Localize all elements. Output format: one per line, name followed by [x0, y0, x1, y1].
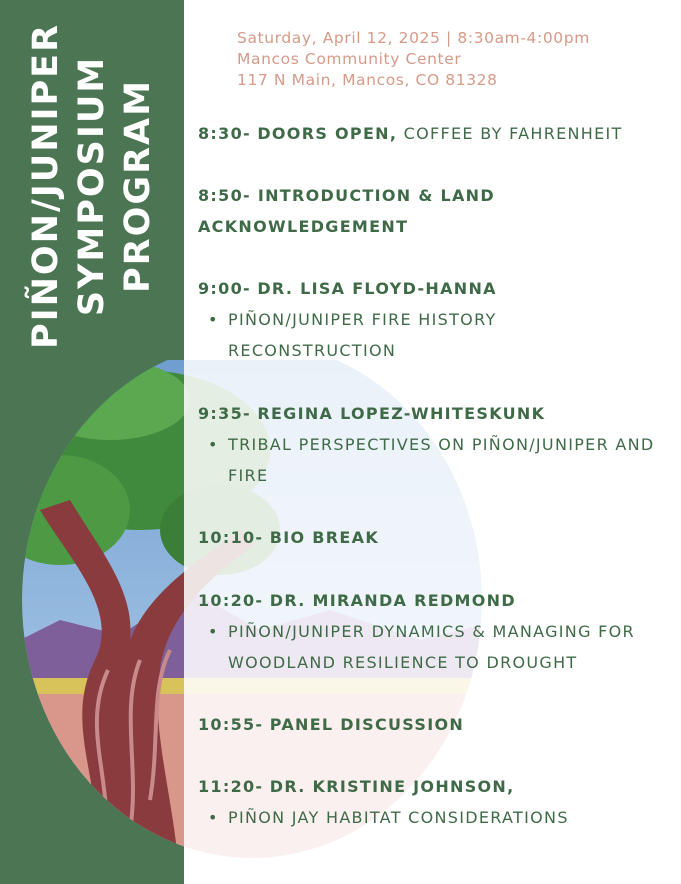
schedule-item-panel-discussion — [198, 709, 668, 740]
item-title: PANEL DISCUSSION — [269, 715, 465, 734]
item-title: DR. MIRANDA REDMOND — [269, 591, 516, 610]
item-time: 11:20- — [198, 777, 264, 796]
item-note: COFFEE BY FAHRENHEIT — [403, 124, 623, 143]
item-time: 8:50- — [198, 186, 251, 205]
bullet-dot: • — [208, 310, 219, 329]
event-venue: Mancos Community Center — [237, 50, 462, 68]
event-info — [237, 28, 590, 91]
item-time: 9:35- — [198, 404, 251, 423]
event-address: 117 N Main, Mancos, CO 81328 — [237, 71, 498, 89]
item-time: 10:55- — [198, 715, 264, 734]
item-title: REGINA LOPEZ-WHITESKUNK — [257, 404, 546, 423]
title-line-3: PROGRAM — [118, 79, 158, 293]
title-block — [0, 0, 184, 372]
schedule-item-johnson — [198, 771, 668, 833]
title-line-1: PIÑON/JUNIPER — [26, 22, 66, 350]
item-topic: PIÑON/JUNIPER FIRE HISTORY RECONSTRUCTION — [228, 310, 497, 360]
item-time: 8:30- — [198, 124, 251, 143]
item-time: 9:00- — [198, 279, 251, 298]
item-time: 10:20- — [198, 591, 264, 610]
item-topic: PIÑON/JUNIPER DYNAMICS & MANAGING FOR WOODLAND RESILIENCE TO DROUGHT — [228, 622, 635, 672]
schedule-item-lopez-whiteskunk — [198, 398, 668, 491]
item-topic: TRIBAL PERSPECTIVES ON PIÑON/JUNIPER AND FIRE — [228, 435, 655, 485]
schedule-item-introduction — [198, 180, 668, 242]
title-line-2: SYMPOSIUM — [72, 55, 112, 317]
item-title: BIO BREAK — [269, 528, 380, 547]
item-time: 10:10- — [198, 528, 264, 547]
bullet-dot: • — [208, 435, 219, 454]
schedule-item-floyd-hanna — [198, 273, 668, 366]
event-date: Saturday, April 12, 2025 | 8:30am-4:00pm — [237, 29, 590, 47]
schedule-item-doors-open — [198, 118, 668, 149]
item-title: DOORS OPEN, — [257, 124, 398, 143]
schedule-item-redmond — [198, 585, 668, 678]
program-title — [23, 23, 161, 349]
item-title: DR. LISA FLOYD-HANNA — [257, 279, 497, 298]
bullet-dot: • — [208, 622, 219, 641]
item-topic: PIÑON JAY HABITAT CONSIDERATIONS — [228, 808, 569, 827]
item-title: INTRODUCTION & LAND ACKNOWLEDGEMENT — [198, 186, 495, 236]
item-title: DR. KRISTINE JOHNSON, — [269, 777, 515, 796]
bullet-dot: • — [208, 808, 219, 827]
schedule-item-bio-break — [198, 522, 668, 553]
